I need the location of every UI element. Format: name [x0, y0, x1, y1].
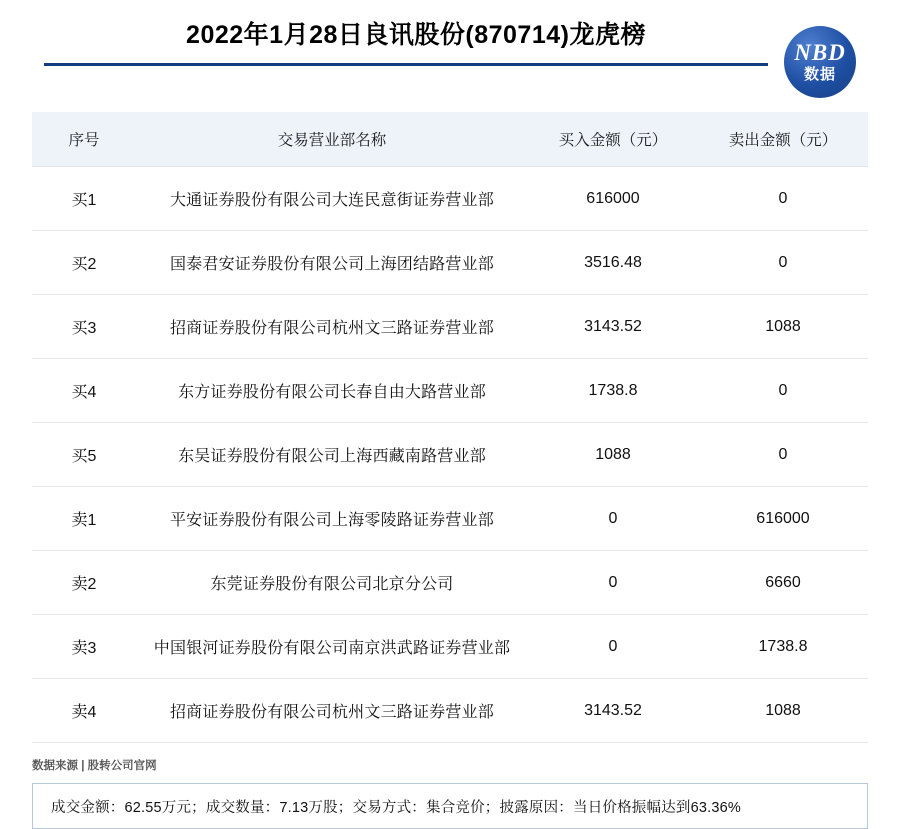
cell-sell-amount: 0: [698, 359, 868, 423]
column-header-buy-amount: 买入金额（元）: [528, 112, 698, 167]
cell-buy-amount: 3143.52: [528, 295, 698, 359]
cell-index: 卖3: [32, 615, 136, 679]
nbd-logo: [784, 26, 856, 98]
cell-sell-amount: 0: [698, 167, 868, 231]
cell-buy-amount: 3143.52: [528, 679, 698, 743]
table-header: [32, 112, 868, 167]
table-row: [32, 551, 868, 615]
table-row: [32, 679, 868, 743]
cell-branch-name: 中国银河证券股份有限公司南京洪武路证券营业部: [136, 615, 528, 679]
title-block: [44, 18, 788, 66]
data-source-label: 数据来源 | 股转公司官网: [32, 760, 157, 772]
title-underline: [44, 63, 768, 66]
logo-primary-text: NBD: [794, 39, 846, 65]
cell-branch-name: 东莞证券股份有限公司北京分公司: [136, 551, 528, 615]
table-row: [32, 231, 868, 295]
cell-buy-amount: 0: [528, 487, 698, 551]
cell-sell-amount: 1088: [698, 679, 868, 743]
cell-buy-amount: 3516.48: [528, 231, 698, 295]
cell-index: 买2: [32, 231, 136, 295]
cell-index: 买3: [32, 295, 136, 359]
lhb-table: [32, 112, 868, 743]
cell-branch-name: 招商证券股份有限公司杭州文三路证券营业部: [136, 679, 528, 743]
cell-index: 卖2: [32, 551, 136, 615]
page-title: 2022年1月28日良讯股份(870714)龙虎榜: [186, 21, 646, 49]
cell-sell-amount: 1738.8: [698, 615, 868, 679]
table-row: [32, 295, 868, 359]
table-row: [32, 167, 868, 231]
cell-index: 买1: [32, 167, 136, 231]
cell-branch-name: 国泰君安证券股份有限公司上海团结路营业部: [136, 231, 528, 295]
logo-secondary-text: 数据: [803, 65, 836, 83]
cell-index: 买4: [32, 359, 136, 423]
table-row: [32, 615, 868, 679]
column-header-branch-name: 交易营业部名称: [136, 112, 528, 167]
table-row: [32, 423, 868, 487]
cell-sell-amount: 6660: [698, 551, 868, 615]
column-header-index: 序号: [32, 112, 136, 167]
cell-branch-name: 东方证券股份有限公司长春自由大路营业部: [136, 359, 528, 423]
cell-sell-amount: 0: [698, 231, 868, 295]
page-header: [0, 0, 900, 90]
table-row: [32, 487, 868, 551]
cell-index: 卖1: [32, 487, 136, 551]
cell-buy-amount: 1738.8: [528, 359, 698, 423]
table-body: [32, 167, 868, 743]
cell-sell-amount: 1088: [698, 295, 868, 359]
cell-sell-amount: 0: [698, 423, 868, 487]
cell-branch-name: 东吴证券股份有限公司上海西藏南路营业部: [136, 423, 528, 487]
column-header-sell-amount: 卖出金额（元）: [698, 112, 868, 167]
summary-note-box: [32, 783, 868, 829]
table-header-row: [32, 112, 868, 167]
cell-buy-amount: 1088: [528, 423, 698, 487]
summary-note-text: 成交金额：62.55万元；成交数量：7.13万股；交易方式：集合竞价；披露原因：当日价格振幅达到63.36%: [51, 799, 741, 816]
cell-buy-amount: 0: [528, 615, 698, 679]
cell-index: 卖4: [32, 679, 136, 743]
table-row: [32, 359, 868, 423]
cell-branch-name: 招商证券股份有限公司杭州文三路证券营业部: [136, 295, 528, 359]
lhb-table-container: [32, 112, 868, 743]
cell-buy-amount: 0: [528, 551, 698, 615]
cell-branch-name: 平安证券股份有限公司上海零陵路证券营业部: [136, 487, 528, 551]
cell-index: 买5: [32, 423, 136, 487]
cell-buy-amount: 616000: [528, 167, 698, 231]
cell-branch-name: 大通证券股份有限公司大连民意街证券营业部: [136, 167, 528, 231]
cell-sell-amount: 616000: [698, 487, 868, 551]
